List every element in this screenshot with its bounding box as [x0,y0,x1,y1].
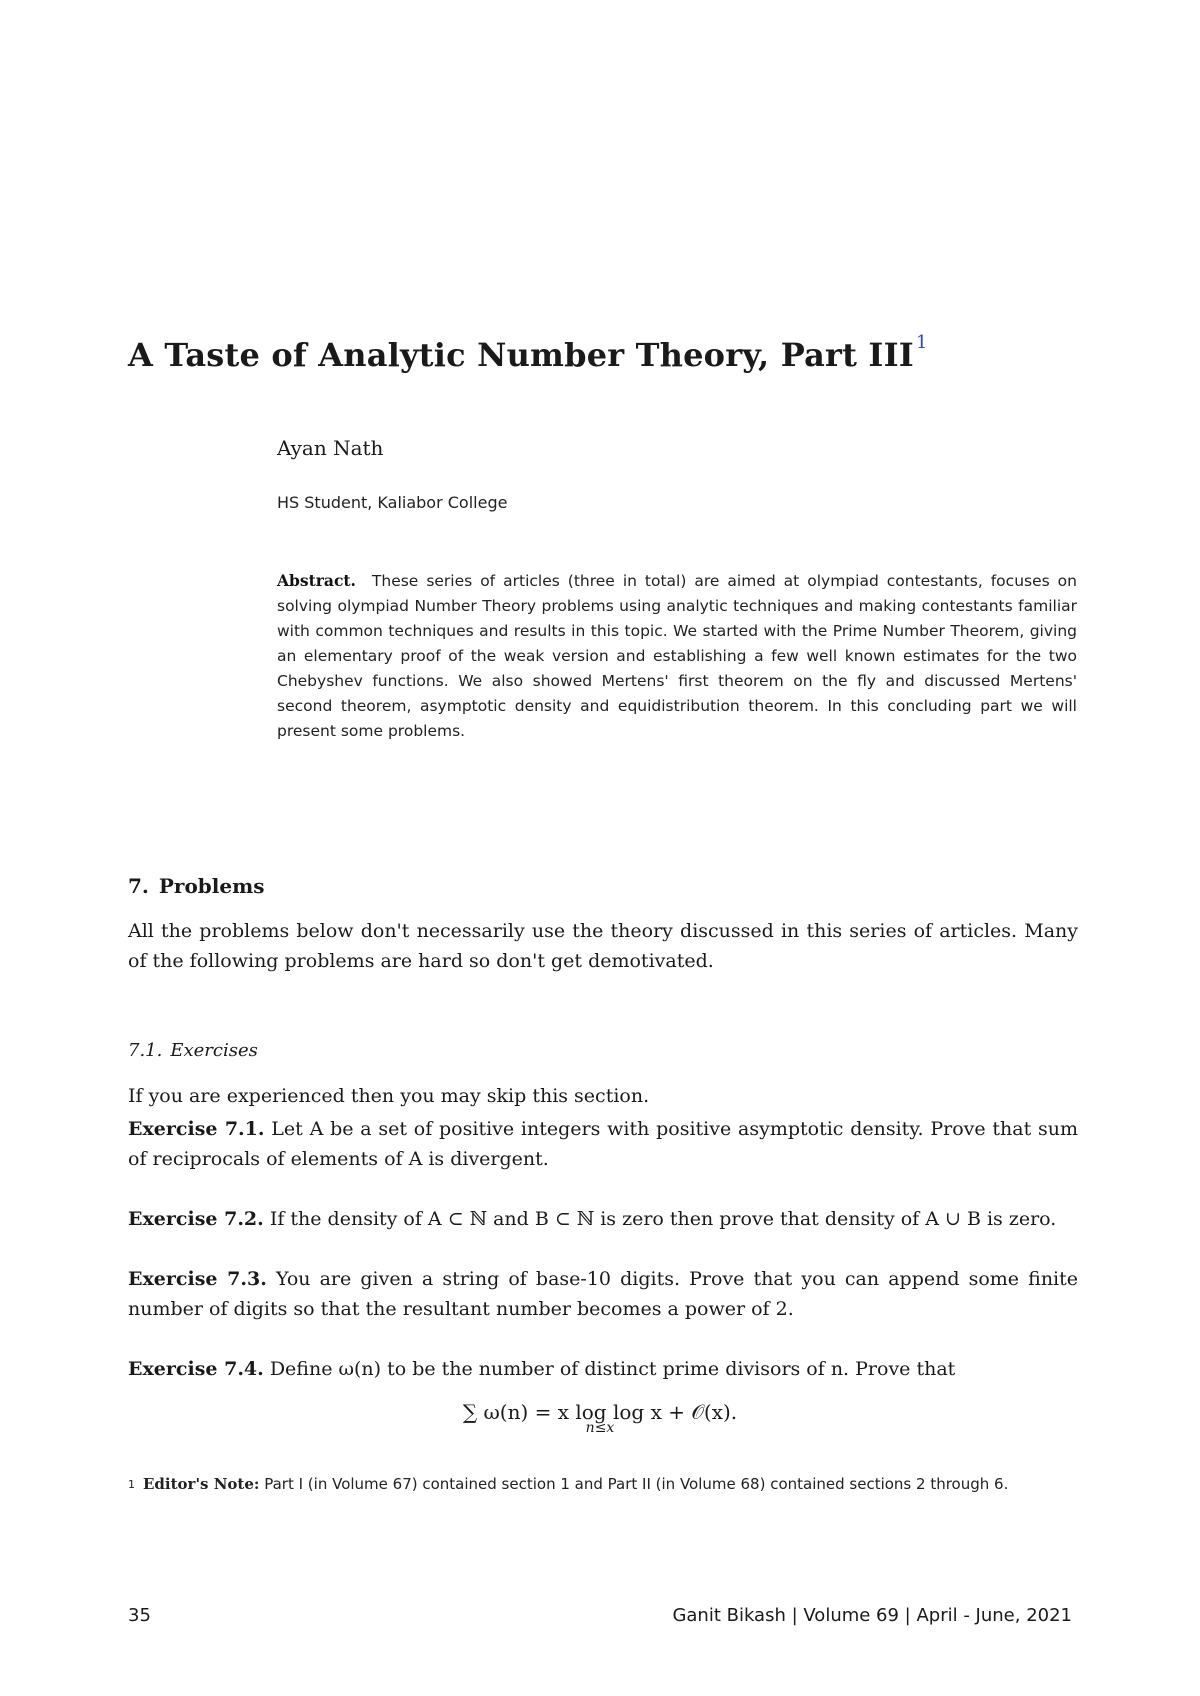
footnote-label: Editor's Note: [143,1475,260,1493]
journal-footer: Ganit Bikash | Volume 69 | April - June, 2021 [672,1605,1072,1626]
exercise-item [128,1204,1078,1234]
section-number: 7. [128,874,149,898]
abstract-label: Abstract. [277,571,356,590]
subsection-heading [128,1040,258,1061]
display-formula [0,1400,1200,1436]
title-footnote-link[interactable]: 1 [915,332,928,353]
paper-title [128,332,928,374]
subsection-number: 7.1. [128,1040,163,1061]
exercise-label: Exercise 7.4. [128,1358,264,1380]
section-intro: All the problems below don't necessarily use the theory discussed in this series of articles. Many of the following problems are hard so don't get demotivated. [128,920,1078,972]
exercise-item [128,1354,1078,1384]
exercise-label: Exercise 7.1. [128,1118,265,1140]
footnote-mark: 1 [128,1478,135,1491]
formula-subscript: n≤x [585,1420,615,1436]
abstract-text: These series of articles (three in total) are aimed at olympiad contestants, focuses on solving olympiad Number Theory problems using analytic techniques and making contestants familiar with common techniques and results in this topic. We started with the Prime Number Theorem, giving an elementary proof of the weak version and establishing a few well known estimates for the two Chebyshev functions. We also showed Mertens' first theorem on the fly and discussed Mertens' second theorem, asymptotic density and equidistribution theorem. In this concluding part we will present some problems. [277,572,1077,740]
subsection-title: Exercises [170,1040,258,1061]
exercise-text: If the density of A ⊂ ℕ and B ⊂ ℕ is zero then prove that density of A ∪ B is zero. [269,1208,1057,1230]
author-name: Ayan Nath [277,436,384,460]
section-heading [128,874,265,898]
footnote-text: Part I (in Volume 67) contained section 1 and Part II (in Volume 68) contained sections 2 through 6. [264,1475,1009,1493]
exercise-item [128,1114,1078,1174]
section-title: Problems [158,874,265,898]
exercise-label: Exercise 7.2. [128,1208,264,1230]
exercise-item [128,1264,1078,1324]
exercise-text: You are given a string of base-10 digits. Prove that you can append some finite number of digits so that the resultant number becomes a power of 2. [128,1268,1079,1320]
paper-title-text: A Taste of Analytic Number Theory, Part III [128,336,914,374]
exercise-text: Let A be a set of positive integers with positive asymptotic density. Prove that sum of reciprocals of elements of A is divergent. [128,1118,1079,1170]
exercise-label: Exercise 7.3. [128,1268,267,1290]
formula-main: ∑ ω(n) = x log log x + 𝒪(x). [462,1400,738,1424]
author-affiliation: HS Student, Kaliabor College [277,493,508,512]
abstract [277,568,1077,744]
footnote [128,1472,1078,1497]
exercise-text: Define ω(n) to be the number of distinct prime divisors of n. Prove that [269,1358,956,1380]
subsection-intro: If you are experienced then you may skip this section. [128,1085,650,1107]
page-number: 35 [128,1605,151,1626]
